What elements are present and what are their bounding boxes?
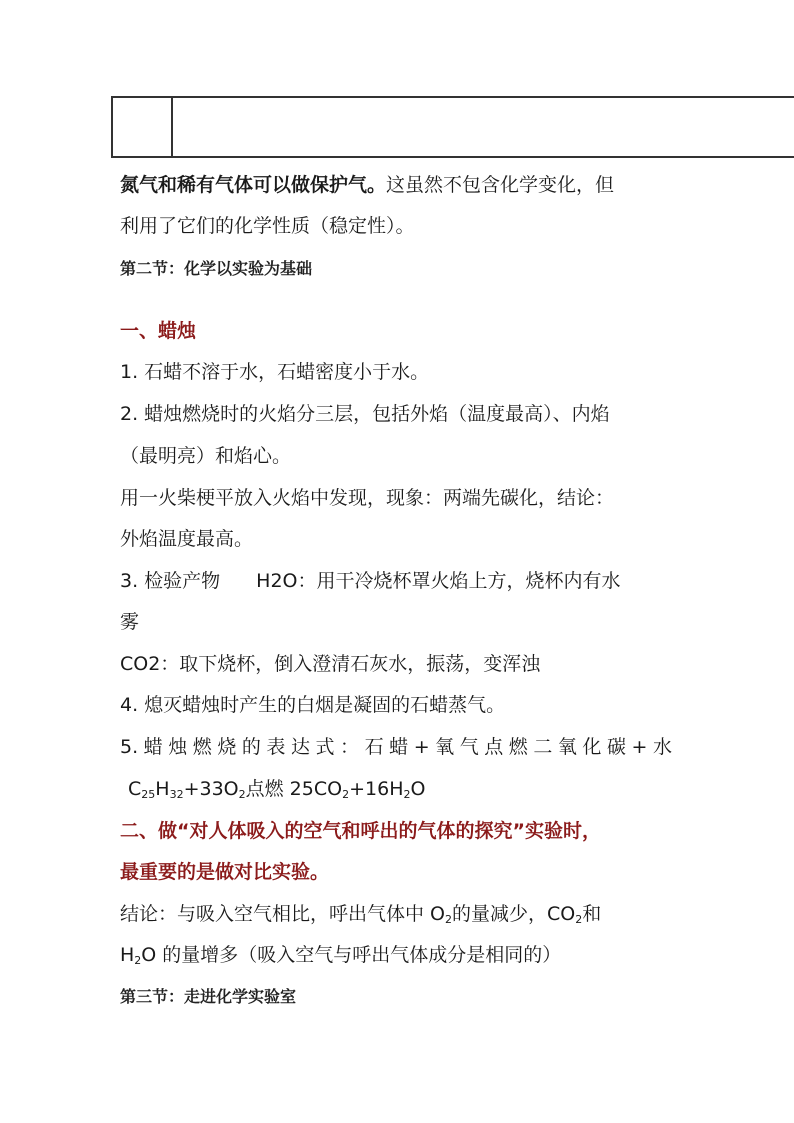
item-5-char: 二 (533, 736, 553, 758)
conclusion-part: 的量减少，CO (452, 903, 576, 925)
eq-part: O (410, 778, 426, 800)
item-5-char: 烛 (168, 736, 188, 758)
eq-part: H (155, 778, 170, 800)
section-title-2: 第二节：化学以实验为基础 (120, 259, 313, 278)
item-3-line-1 (120, 568, 621, 594)
conclusion-subscript: 2 (134, 954, 142, 967)
item-5-char: 石 (364, 736, 384, 758)
heading-breath-experiment-2: 最重要的是做对比实验。 (120, 861, 330, 883)
paragraph-protective-gas (120, 172, 614, 198)
item-5-char: 达 (290, 736, 310, 758)
heading-candle: 一、蜡烛 (120, 320, 197, 342)
observation-line-2: 外焰温度最高。 (120, 528, 254, 550)
eq-subscript: 2 (238, 788, 246, 801)
eq-subscript: 25 (141, 788, 156, 801)
conclusion-subscript: 2 (445, 913, 452, 926)
eq-part: C (128, 778, 142, 800)
chemical-equation (128, 776, 425, 802)
conclusion-part: O 的量增多（吸入空气与呼出气体成分是相同的） (141, 944, 562, 966)
item-5-char: 5. (120, 736, 139, 758)
item-5-word-expression (120, 734, 672, 760)
protective-gas-bold: 氮气和稀有气体可以做保护气。 (120, 174, 387, 196)
conclusion-part: H (120, 944, 135, 966)
item-5-char: 碳 (606, 736, 626, 758)
co2-test-line: CO2：取下烧杯，倒入澄清石灰水，振荡，变浑浊 (120, 653, 541, 675)
item-5-char: 燃 (508, 736, 528, 758)
item-5-char: 氧 (435, 736, 455, 758)
conclusion-line-2 (120, 942, 561, 968)
conclusion-subscript: 2 (575, 913, 583, 926)
heading-breath-experiment-1: 二、做“对人体吸入的空气和呼出的气体的探究”实验时， (120, 820, 601, 842)
item-5-char: 烧 (217, 736, 237, 758)
item-3-h2o-test: H2O：用干冷烧杯罩火焰上方，烧杯内有水 (256, 570, 621, 592)
paragraph-protective-gas-2: 利用了它们的化学性质（稳定性）。 (120, 215, 415, 237)
item-5-char: + (413, 736, 430, 758)
table-fragment (111, 96, 794, 158)
conclusion-part: 和 (582, 903, 602, 925)
section-title-3: 第三节：走进化学实验室 (120, 987, 297, 1006)
table-cell-divider (171, 98, 173, 156)
item-5-char: ： (340, 736, 360, 758)
eq-subscript: 2 (342, 788, 350, 801)
item-2-line-1: 2. 蜡烛燃烧时的火焰分三层，包括外焰（温度最高）、内焰 (120, 403, 610, 425)
observation-line-1: 用一火柴梗平放入火焰中发现，现象：两端先碳化，结论： (120, 487, 615, 509)
eq-part: +33O (183, 778, 239, 800)
item-5-char: 化 (582, 736, 602, 758)
item-3-line-2: 雾 (120, 611, 140, 633)
eq-part: +16H (349, 778, 404, 800)
item-5-char: 水 (652, 736, 672, 758)
eq-part: 点燃 25CO (245, 778, 343, 800)
item-5-char: 点 (484, 736, 504, 758)
item-5-char: 的 (241, 736, 261, 758)
item-5-char: + (631, 736, 648, 758)
item-5-char: 蜡 (143, 736, 163, 758)
item-5-char: 式 (315, 736, 335, 758)
item-5-char: 气 (459, 736, 479, 758)
item-5-char: 蜡 (389, 736, 409, 758)
item-3-label: 3. 检验产物 (120, 570, 221, 592)
eq-subscript: 2 (403, 788, 411, 801)
item-2-line-2: （最明亮）和焰心。 (120, 445, 292, 467)
conclusion-line-1 (120, 901, 601, 927)
item-5-char: 表 (266, 736, 286, 758)
item-1: 1. 石蜡不溶于水，石蜡密度小于水。 (120, 361, 430, 383)
item-5-char: 氧 (557, 736, 577, 758)
item-4: 4. 熄灭蜡烛时产生的白烟是凝固的石蜡蒸气。 (120, 694, 506, 716)
conclusion-part: 结论：与吸入空气相比，呼出气体中 O (120, 903, 445, 925)
protective-gas-rest: 这虽然不包含化学变化，但 (386, 174, 615, 196)
item-5-char: 燃 (192, 736, 212, 758)
eq-subscript: 32 (169, 788, 184, 801)
